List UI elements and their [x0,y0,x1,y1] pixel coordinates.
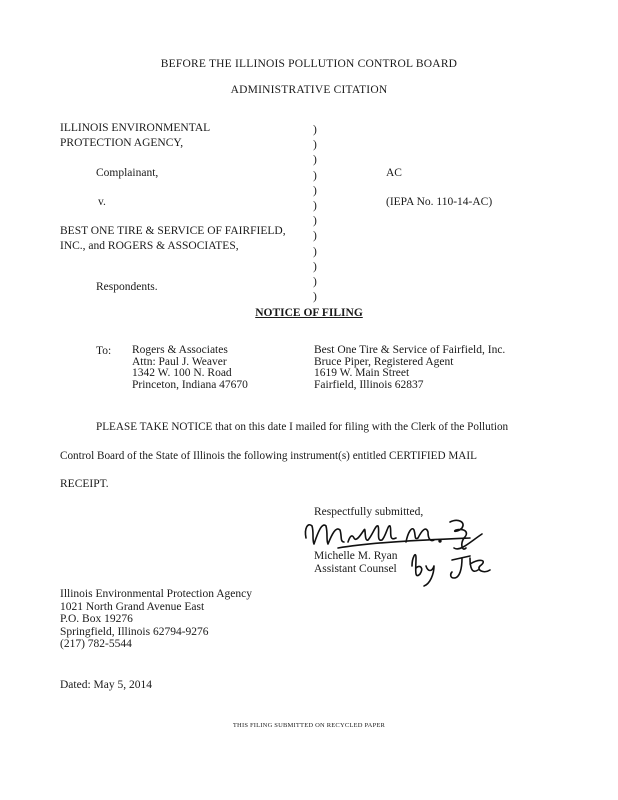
address-line: 1619 W. Main Street [314,367,410,379]
caption-paren: ) [313,154,317,167]
caption-paren: ) [313,260,317,273]
to-label: To: [96,345,112,357]
court-heading: BEFORE THE ILLINOIS POLLUTION CONTROL BOARD [160,58,458,70]
recipient-2-address [314,345,505,391]
notice-title: NOTICE OF FILING [255,307,363,319]
notice-body-line3: RECEIPT. [60,478,109,490]
notice-body-line2: Control Board of the State of Illinois the following instrument(s) entitled CERTIFIED MAIL [60,450,477,462]
respondents-label: Respondents. [96,281,158,293]
caption-paren: ) [313,139,317,152]
date-line: Dated: May 5, 2014 [60,679,152,691]
address-line: Rogers & Associates [132,344,228,356]
address-line: Princeton, Indiana 47670 [132,378,248,391]
address-line: 1021 North Grand Avenue East [60,600,205,613]
caption-paren: ) [313,245,317,258]
iepa-number: (IEPA No. 110-14-AC) [386,196,493,208]
caption-parenthesis-column [313,123,323,305]
address-line: Bruce Piper, Registered Agent [314,355,454,368]
recipient-1-address [132,345,248,391]
caption-paren: ) [313,275,317,288]
complainant-name-line1: ILLINOIS ENVIRONMENTAL [60,122,211,134]
address-line: Attn: Paul J. Weaver [132,355,227,368]
signer-title: Assistant Counsel [314,563,397,575]
address-line: Springfield, Illinois 62794-9276 [60,625,209,638]
document-type-heading: ADMINISTRATIVE CITATION [230,84,388,96]
caption-paren: ) [313,215,317,228]
agency-address-block [60,588,252,651]
handwritten-signature [294,508,494,588]
address-line: Illinois Environmental Protection Agency [60,588,252,600]
caption-paren: ) [313,199,317,212]
caption-paren: ) [313,124,317,136]
complainant-label: Complainant, [96,167,159,179]
caption-paren: ) [313,184,317,197]
respondent-name-line2: INC., and ROGERS & ASSOCIATES, [60,240,239,252]
address-line: (217) 782-5544 [60,638,132,650]
address-line: Fairfield, Illinois 62837 [314,378,424,391]
recycled-paper-footer: THIS FILING SUBMITTED ON RECYCLED PAPER [232,722,386,729]
caption-paren: ) [313,230,317,243]
versus-label: v. [98,196,106,208]
case-number-ac: AC [386,167,402,179]
caption-paren: ) [313,169,317,182]
notice-body-line1: PLEASE TAKE NOTICE that on this date I mailed for filing with the Clerk of the Pollution [96,421,509,433]
address-line: Best One Tire & Service of Fairfield, Inc. [314,344,506,356]
address-line: 1342 W. 100 N. Road [132,367,232,379]
signer-name: Michelle M. Ryan [314,550,398,562]
respondent-name-line1: BEST ONE TIRE & SERVICE OF FAIRFIELD, [60,225,286,237]
address-line: P.O. Box 19276 [60,613,133,625]
caption-paren: ) [313,291,317,304]
closing: Respectfully submitted, [314,506,424,518]
complainant-name-line2: PROTECTION AGENCY, [60,137,184,149]
